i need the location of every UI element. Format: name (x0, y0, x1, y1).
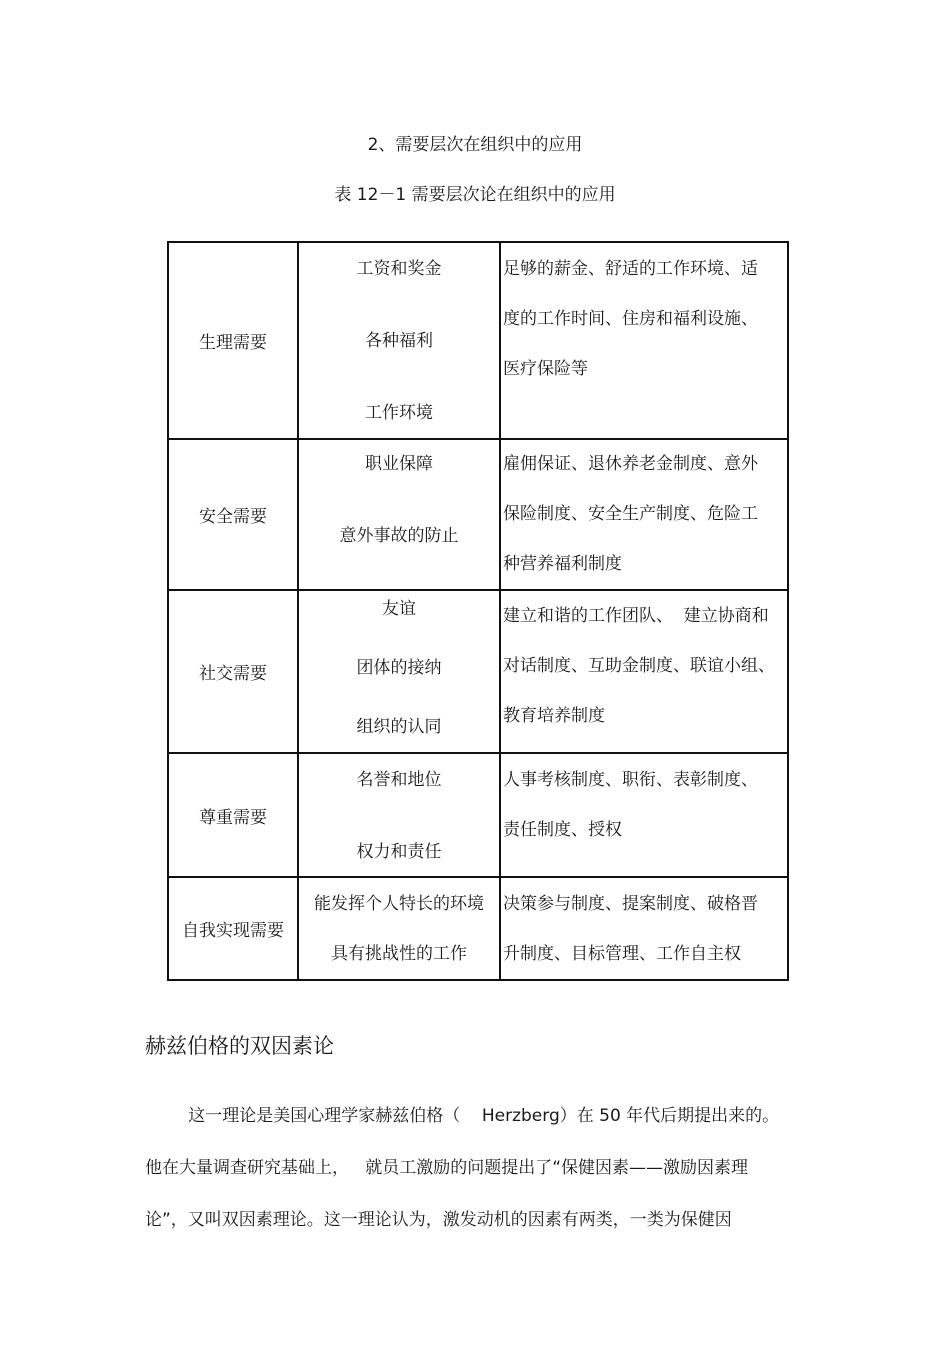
factor-item: 具有挑战性的工作 (331, 944, 467, 964)
factors-cell (298, 877, 500, 980)
measure-line: 对话制度、互助金制度、联谊小组、 (503, 656, 775, 676)
table-row (168, 877, 788, 980)
measures-cell (500, 242, 788, 439)
measure-line: 度的工作时间、住房和福利设施、 (503, 309, 758, 329)
measure-line: 建立和谐的工作团队、 建立协商和 (503, 606, 769, 626)
factor-item: 权力和责任 (356, 842, 442, 862)
measure-line: 责任制度、授权 (503, 820, 622, 840)
need-cell: 社交需要 (168, 590, 298, 753)
table-row (168, 753, 788, 877)
factors-cell (298, 242, 500, 439)
measure-line: 保险制度、安全生产制度、危险工 (503, 504, 758, 524)
section-heading-two-factor: 赫兹伯格的双因素论 (145, 1034, 334, 1058)
factor-item: 名誉和地位 (356, 770, 442, 790)
factors-cell (298, 590, 500, 753)
measure-line: 升制度、目标管理、工作自主权 (503, 944, 741, 964)
paragraph-line: 这一理论是美国心理学家赫兹伯格（ Herzberg）在 50 年代后期提出来的。 (145, 1106, 780, 1126)
measures-cell (500, 439, 788, 590)
body-paragraph (145, 1090, 815, 1246)
factor-item: 工资和奖金 (356, 259, 442, 279)
measure-line: 种营养福利制度 (503, 554, 622, 574)
need-cell: 安全需要 (168, 439, 298, 590)
factor-item: 友谊 (382, 599, 416, 619)
factor-item: 职业保障 (365, 454, 433, 474)
factor-item: 能发挥个人特长的环境 (314, 894, 484, 914)
table-row (168, 590, 788, 753)
measures-cell (500, 590, 788, 753)
need-cell: 生理需要 (168, 242, 298, 439)
measure-line: 教育培养制度 (503, 706, 605, 726)
factors-cell (298, 753, 500, 877)
measures-cell (500, 877, 788, 980)
paragraph-line: 论”，又叫双因素理论。这一理论认为，激发动机的因素有两类，一类为保健因 (145, 1210, 732, 1230)
factor-item: 意外事故的防止 (339, 526, 459, 546)
factor-item: 组织的认同 (356, 717, 442, 737)
measure-line: 足够的薪金、舒适的工作环境、适 (503, 259, 758, 279)
measure-line: 决策参与制度、提案制度、破格晋 (503, 894, 758, 914)
table-caption: 表 12－1 需要层次论在组织中的应用 (334, 185, 616, 205)
table-row (168, 439, 788, 590)
measures-cell (500, 753, 788, 877)
factor-item: 团体的接纳 (356, 658, 442, 678)
factor-item: 各种福利 (365, 331, 433, 351)
factors-cell (298, 439, 500, 590)
table-row (168, 242, 788, 439)
paragraph-line: 他在大量调查研究基础上， 就员工激励的问题提出了“保健因素——激励因素理 (145, 1158, 749, 1178)
measure-line: 雇佣保证、退休养老金制度、意外 (503, 454, 758, 474)
measure-line: 医疗保险等 (503, 359, 588, 379)
needs-table (167, 241, 789, 981)
measure-line: 人事考核制度、职衔、表彰制度、 (503, 770, 758, 790)
need-cell: 自我实现需要 (168, 877, 298, 980)
factor-item: 工作环境 (365, 403, 433, 423)
need-cell: 尊重需要 (168, 753, 298, 877)
section-heading: 2、需要层次在组织中的应用 (367, 135, 583, 155)
